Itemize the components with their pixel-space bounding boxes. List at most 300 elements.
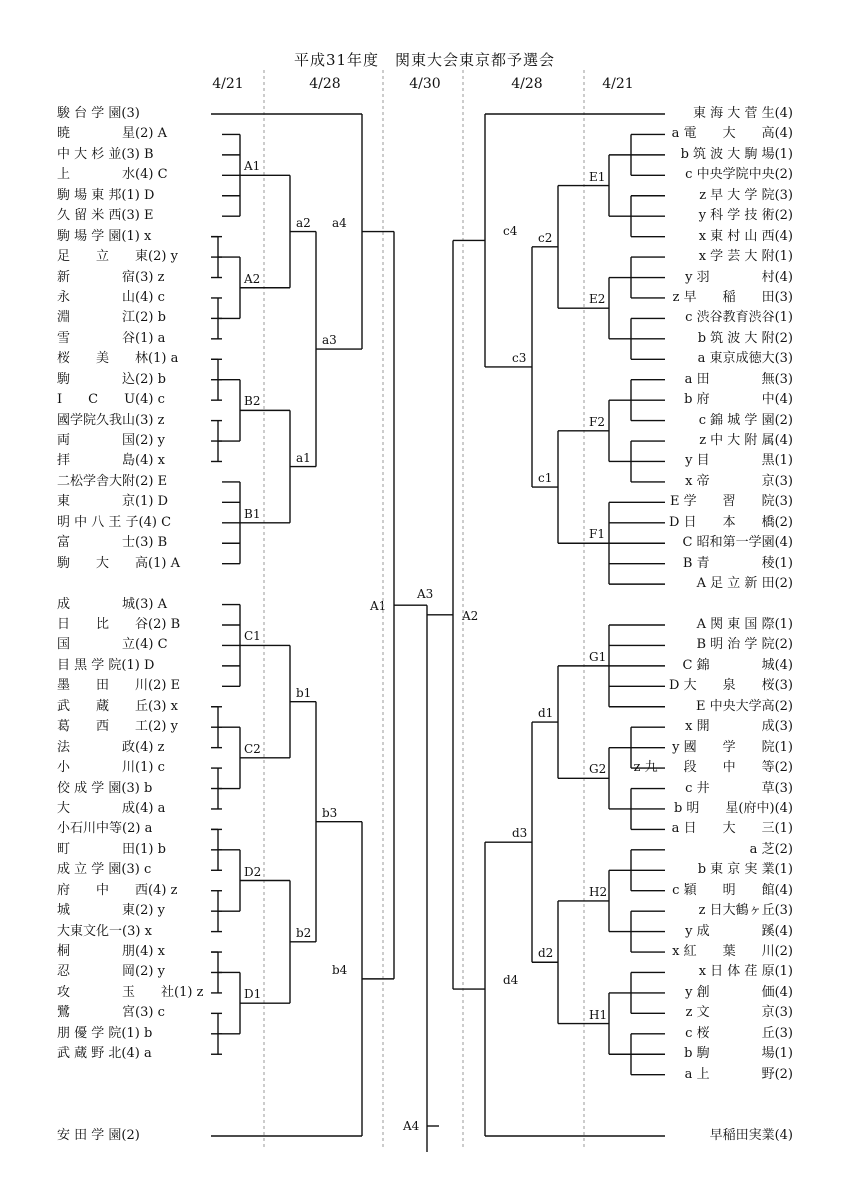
team-slot: c — [153, 1005, 165, 1021]
team-rank: (1) — [774, 146, 793, 162]
team-name: 安 田 学 園 — [57, 1128, 122, 1143]
team-rank: (4) — [135, 800, 154, 816]
team-slot: y — [672, 739, 684, 755]
team-name: 錦 城 — [696, 657, 775, 673]
team-name: 足 立 東 — [57, 249, 149, 265]
team-name: 中 大 杉 並 — [57, 146, 122, 162]
team-name: 東 京 実 業 — [710, 862, 775, 878]
team-name: 桜 丘 — [696, 1025, 775, 1041]
round-label: a4 — [332, 215, 347, 230]
final-label: A3 — [417, 587, 434, 602]
team-rank: (3) — [135, 269, 154, 285]
team-slot: z — [699, 187, 711, 203]
team-name: 学 芸 大 附 — [710, 249, 775, 265]
team-name: 足 立 新 田 — [710, 576, 775, 592]
team-name: 田 無 — [696, 371, 775, 387]
team-rank: (4) — [135, 637, 154, 653]
team-name: 電 大 高 — [683, 126, 775, 142]
team-rank: (4) — [135, 392, 154, 408]
team-rank: (2) — [774, 841, 793, 857]
team-rank: (2) — [774, 330, 793, 346]
team-name: 駒 場 東 邦 — [57, 187, 122, 203]
team-name: 羽 村 — [696, 269, 775, 285]
team-name: 成 立 学 園 — [57, 862, 122, 878]
team-name: 大東文化一 — [57, 923, 123, 939]
team-rank: (3) — [135, 1005, 154, 1021]
team-name: 成 蹊 — [696, 923, 775, 939]
block-label: C2 — [244, 741, 261, 756]
team-slot: B — [139, 146, 154, 162]
team-name: 錦 城 学 園 — [710, 412, 775, 428]
team-name: 穎 明 館 — [683, 882, 775, 898]
team-name: 日 体 荏 原 — [710, 964, 775, 980]
team-name: 駿 台 学 園 — [57, 106, 122, 121]
team-name: 駒 場 — [696, 1046, 775, 1062]
team-rank: (1) — [774, 821, 793, 837]
team-rank: (1) — [774, 555, 793, 571]
team-slot: a — [671, 126, 684, 142]
page-title: 平成31年度 関東大会東京都予選会 — [293, 51, 556, 69]
date-header: 4/21 — [602, 76, 634, 92]
team-name: 新 宿 — [57, 269, 136, 285]
team-name: 紅 葉 川 — [683, 944, 775, 960]
round-label: b3 — [322, 805, 338, 820]
team-rank: (2) — [135, 126, 154, 142]
team-name: 開 成 — [696, 719, 775, 735]
team-name: 中央大学高 — [709, 698, 775, 714]
team-name: 上 水 — [57, 167, 136, 183]
team-slot: D — [669, 678, 684, 694]
semi-label: A2 — [462, 608, 479, 623]
team-slot: a — [697, 351, 710, 367]
team-rank: (4) — [774, 882, 793, 898]
team-rank: (4) — [774, 1128, 793, 1143]
team-name: 暁 星 — [57, 126, 136, 142]
round-label: a3 — [322, 333, 337, 348]
team-name: 青 稜 — [696, 555, 775, 571]
team-rank: (1) — [774, 862, 793, 878]
team-rank: (1) — [774, 310, 793, 326]
team-rank: (1) — [148, 555, 167, 571]
team-slot: y — [685, 923, 697, 939]
team-slot: E — [139, 208, 154, 224]
team-slot: b — [153, 371, 166, 387]
team-name: 國 学 院 — [683, 739, 775, 755]
team-slot: y — [153, 903, 165, 919]
team-name: 町 田 — [57, 841, 136, 857]
team-slot: a — [140, 821, 153, 837]
team-slot: C — [682, 535, 697, 551]
team-slot: a — [749, 841, 762, 857]
team-slot: B — [153, 535, 168, 551]
team-slot: y — [166, 719, 178, 735]
team-rank: (2) — [148, 249, 167, 265]
team-rank: (1) — [121, 1025, 140, 1041]
round-label: b2 — [296, 925, 312, 940]
team-name: 淵 江 — [57, 310, 136, 326]
team-slot: z — [153, 269, 165, 285]
team-rank: (3) — [121, 208, 140, 224]
team-rank: (2) — [774, 167, 793, 183]
team-rank: (4) — [774, 106, 793, 121]
team-slot: x — [166, 698, 178, 714]
team-slot: y — [685, 984, 697, 1000]
team-rank: (4) — [774, 984, 793, 1000]
team-slot: c — [685, 1025, 697, 1041]
team-name: 帝 京 — [696, 473, 775, 489]
team-rank: (3) — [121, 780, 140, 796]
team-rank: (2) — [148, 617, 167, 632]
block-label: D2 — [244, 864, 262, 879]
team-name: 府 中 西 — [57, 882, 149, 898]
team-rank: (4) — [774, 228, 793, 244]
team-name: 目 黒 — [696, 453, 775, 469]
team-rank: (4) — [138, 514, 157, 530]
team-name: 東京成徳大 — [709, 351, 775, 367]
team-rank: (1) — [774, 617, 793, 632]
team-rank: (3) — [121, 106, 140, 121]
team-name: 東 京 — [57, 494, 136, 510]
team-name: 中央学院中央 — [696, 167, 775, 183]
team-slot: y — [685, 269, 697, 285]
team-slot: c — [153, 289, 165, 305]
team-name: 日 本 橋 — [683, 514, 775, 530]
team-name: 法 政 — [57, 739, 136, 755]
block-label: A2 — [244, 271, 261, 286]
team-rank: (4) — [135, 289, 154, 305]
team-rank: (2) — [121, 1128, 140, 1143]
team-name: 小 川 — [57, 760, 136, 776]
team-slot: a — [684, 371, 697, 387]
date-header: 4/28 — [309, 76, 341, 92]
team-name: 国 立 — [57, 637, 136, 653]
team-rank: (1) — [774, 1046, 793, 1062]
team-rank: (3) — [122, 923, 141, 939]
team-slot: b — [153, 310, 166, 326]
team-rank: (4) — [135, 944, 154, 960]
team-slot: b — [684, 1046, 697, 1062]
team-name: 拝 島 — [57, 453, 136, 469]
semi-label: A1 — [370, 599, 387, 614]
team-rank: (3) — [148, 698, 167, 714]
round-label: d2 — [538, 946, 554, 961]
team-slot: x — [153, 944, 165, 960]
team-slot: a — [671, 821, 684, 837]
team-rank: (1) — [135, 841, 154, 857]
team-name: 駒 大 高 — [57, 555, 149, 571]
team-slot: D — [669, 514, 684, 530]
team-name: 上 野 — [696, 1066, 775, 1082]
team-slot: z — [166, 882, 178, 898]
block-label: C1 — [244, 629, 261, 644]
team-rank: (2) — [135, 310, 154, 326]
team-slot: b — [673, 800, 687, 816]
team-name: 府 中 — [696, 392, 775, 408]
block-label: G2 — [589, 762, 607, 777]
team-rank: (2) — [774, 208, 793, 224]
team-name: 日大鶴ヶ丘 — [709, 903, 775, 919]
team-slot: x — [698, 249, 711, 265]
team-rank: (1) — [774, 249, 793, 265]
team-slot: E — [669, 494, 684, 510]
block-label: F2 — [589, 414, 605, 429]
team-rank: (1) — [774, 739, 793, 755]
team-slot: x — [698, 964, 711, 980]
team-rank: (3) — [774, 719, 793, 735]
block-label: B2 — [244, 394, 261, 409]
team-rank: (4) — [774, 923, 793, 939]
team-slot: x — [140, 923, 152, 939]
team-name: 中 大 附 属 — [710, 433, 775, 449]
team-name: 駒 込 — [57, 371, 136, 387]
team-rank: (3) — [121, 146, 140, 162]
team-slot: z — [633, 760, 645, 776]
team-name: 早 稲 田 — [683, 289, 775, 305]
team-name: 武 蔵 丘 — [57, 698, 149, 714]
team-name: 城 東 — [57, 903, 136, 919]
team-name: 國学院久我山 — [57, 412, 136, 428]
block-label: A1 — [244, 159, 261, 174]
team-name: 佼 成 学 園 — [57, 780, 122, 796]
team-rank: (4) — [774, 657, 793, 673]
team-slot: y — [153, 964, 165, 980]
team-name: 永 山 — [57, 289, 136, 305]
round-label: c3 — [512, 350, 527, 365]
team-name: 筑 波 大 附 — [710, 330, 775, 346]
team-name: 明 星(府中) — [686, 800, 775, 816]
team-rank: (3) — [135, 535, 154, 551]
team-slot: z — [192, 984, 204, 1000]
team-rank: (2) — [774, 637, 793, 653]
team-rank: (4) — [774, 126, 793, 142]
team-rank: (2) — [135, 903, 154, 919]
round-label: b4 — [332, 962, 348, 977]
team-slot: c — [685, 780, 697, 796]
team-name: 鷺 宮 — [57, 1005, 136, 1021]
team-slot: z — [153, 739, 165, 755]
team-name: 早 大 学 院 — [710, 187, 775, 203]
team-name: 久 留 米 西 — [57, 208, 122, 224]
team-slot: z — [153, 412, 165, 428]
third-place-label: A4 — [403, 1119, 420, 1133]
team-slot: A — [696, 617, 711, 632]
team-rank: (1) — [774, 964, 793, 980]
team-slot: a — [139, 1046, 152, 1062]
team-name: 攻 玉 社 — [57, 984, 175, 1000]
team-rank: (4) — [774, 269, 793, 285]
team-name: 学 習 院 — [683, 494, 775, 510]
team-rank: (1) — [121, 187, 140, 203]
team-name: 大 泉 桜 — [683, 678, 775, 694]
team-rank: (2) — [774, 514, 793, 530]
team-rank: (1) — [135, 760, 154, 776]
team-name: 両 国 — [57, 433, 136, 449]
team-name: 富 士 — [57, 535, 136, 551]
round-label: a1 — [296, 450, 311, 465]
team-slot: E — [153, 473, 168, 489]
round-label: d4 — [503, 973, 519, 988]
team-slot: a — [684, 1066, 697, 1082]
team-slot: c — [672, 882, 684, 898]
block-label: H2 — [589, 884, 608, 899]
team-name: 九 段 中 等 — [644, 760, 775, 776]
team-rank: (4) — [774, 535, 793, 551]
team-rank: (2) — [774, 1066, 793, 1082]
team-rank: (1) — [135, 330, 154, 346]
round-label: c4 — [503, 224, 518, 239]
team-slot: a — [166, 351, 179, 367]
team-rank: (1) — [121, 228, 140, 244]
team-slot: C — [156, 514, 172, 530]
team-rank: (3) — [774, 678, 793, 694]
team-name: 井 草 — [696, 780, 775, 796]
block-label: H1 — [589, 1007, 608, 1022]
team-slot: D — [153, 494, 168, 510]
team-slot: c — [139, 862, 152, 878]
team-rank: (1) — [774, 453, 793, 469]
team-slot: A — [696, 576, 711, 592]
team-rank: (3) — [121, 862, 140, 878]
team-slot: y — [153, 433, 165, 449]
team-name: 創 価 — [696, 984, 775, 1000]
block-label: E1 — [589, 169, 606, 184]
team-slot: c — [685, 167, 697, 183]
team-rank: (2) — [135, 473, 154, 489]
team-name: 雪 谷 — [57, 330, 136, 346]
team-slot: E — [695, 698, 710, 714]
team-slot: y — [685, 453, 697, 469]
team-rank: (4) — [135, 167, 154, 183]
team-name: 昭和第一学園 — [696, 535, 775, 551]
team-slot: B — [682, 555, 697, 571]
block-label: F1 — [589, 527, 605, 542]
team-slot: C — [153, 167, 168, 183]
team-name: 葛 西 工 — [57, 719, 149, 735]
team-name: 東 海 大 菅 生 — [693, 106, 775, 121]
team-rank: (3) — [774, 903, 793, 919]
team-rank: (1) — [174, 984, 193, 1000]
team-rank: (2) — [135, 433, 154, 449]
team-name: 明 治 学 院 — [710, 637, 775, 653]
team-slot: b — [697, 862, 711, 878]
team-slot: x — [153, 453, 165, 469]
team-rank: (2) — [148, 678, 167, 694]
team-rank: (1) — [135, 494, 154, 510]
team-name: 墨 田 川 — [57, 678, 149, 694]
team-name: 東 村 山 西 — [710, 228, 775, 244]
team-slot: z — [672, 289, 684, 305]
team-name: 科 学 技 術 — [710, 208, 775, 224]
team-name: 明 中 八 王 子 — [57, 514, 139, 530]
team-name: 文 京 — [696, 1005, 775, 1021]
team-name: 武 蔵 野 北 — [57, 1046, 122, 1062]
team-name: 二松学舎大附 — [57, 473, 136, 489]
team-rank: (3) — [135, 596, 154, 612]
team-slot: x — [685, 719, 697, 735]
team-name: 小石川中等 — [57, 821, 123, 837]
team-slot: b — [139, 1025, 153, 1041]
date-header: 4/21 — [212, 76, 244, 92]
team-slot: E — [166, 678, 181, 694]
team-rank: (3) — [135, 412, 154, 428]
team-name: 関 東 国 際 — [710, 617, 775, 632]
team-name: 目 黒 学 院 — [57, 657, 122, 673]
team-rank: (2) — [774, 412, 793, 428]
team-slot: x — [672, 944, 684, 960]
team-name: 日 大 三 — [683, 821, 775, 837]
team-name: 桜 美 林 — [57, 351, 149, 367]
team-slot: A — [153, 126, 167, 142]
team-name: 大 成 — [57, 800, 136, 816]
team-slot: b — [684, 392, 697, 408]
team-slot: z — [685, 1005, 697, 1021]
team-rank: (2) — [774, 698, 793, 714]
team-name: 駒 場 学 園 — [57, 228, 122, 244]
round-label: d3 — [512, 826, 528, 841]
team-slot: x — [685, 473, 697, 489]
team-name: 日 比 谷 — [57, 617, 149, 632]
team-slot: b — [139, 780, 153, 796]
team-rank: (2) — [122, 821, 141, 837]
team-slot: B — [166, 617, 181, 632]
team-name: 成 城 — [57, 596, 136, 612]
team-rank: (3) — [774, 473, 793, 489]
team-slot: C — [153, 637, 168, 653]
team-name: 朋 優 学 院 — [57, 1025, 122, 1041]
team-rank: (2) — [774, 576, 793, 592]
team-rank: (2) — [774, 760, 793, 776]
team-slot: D — [139, 187, 155, 203]
team-rank: (3) — [774, 351, 793, 367]
block-label: B1 — [244, 506, 261, 521]
team-rank: (3) — [774, 289, 793, 305]
team-rank: (1) — [148, 351, 167, 367]
team-rank: (4) — [121, 1046, 140, 1062]
team-slot: B — [696, 637, 711, 653]
team-rank: (3) — [774, 1025, 793, 1041]
block-label: G1 — [589, 649, 607, 664]
team-rank: (4) — [774, 392, 793, 408]
team-rank: (3) — [774, 1005, 793, 1021]
team-rank: (1) — [121, 657, 140, 673]
team-rank: (2) — [148, 719, 167, 735]
team-rank: (2) — [774, 944, 793, 960]
team-rank: (3) — [774, 494, 793, 510]
date-header: 4/30 — [409, 76, 441, 92]
round-label: d1 — [538, 706, 554, 721]
team-slot: b — [680, 146, 694, 162]
team-slot: A — [166, 555, 180, 571]
team-slot: D — [139, 657, 155, 673]
team-name: 渋谷教育渋谷 — [696, 310, 775, 326]
team-slot: z — [699, 433, 711, 449]
team-rank: (2) — [135, 371, 154, 387]
team-slot: b — [697, 330, 711, 346]
team-slot: c — [153, 760, 165, 776]
team-rank: (4) — [148, 882, 167, 898]
team-slot: C — [682, 657, 697, 673]
round-label: b1 — [296, 685, 312, 700]
round-label: c2 — [538, 230, 553, 245]
round-label: a2 — [296, 215, 311, 230]
block-label: E2 — [589, 292, 606, 307]
team-slot: c — [685, 310, 697, 326]
team-name: I C U — [57, 392, 136, 408]
team-rank: (3) — [774, 187, 793, 203]
team-rank: (4) — [135, 739, 154, 755]
team-slot: z — [698, 903, 710, 919]
team-rank: (4) — [774, 800, 793, 816]
